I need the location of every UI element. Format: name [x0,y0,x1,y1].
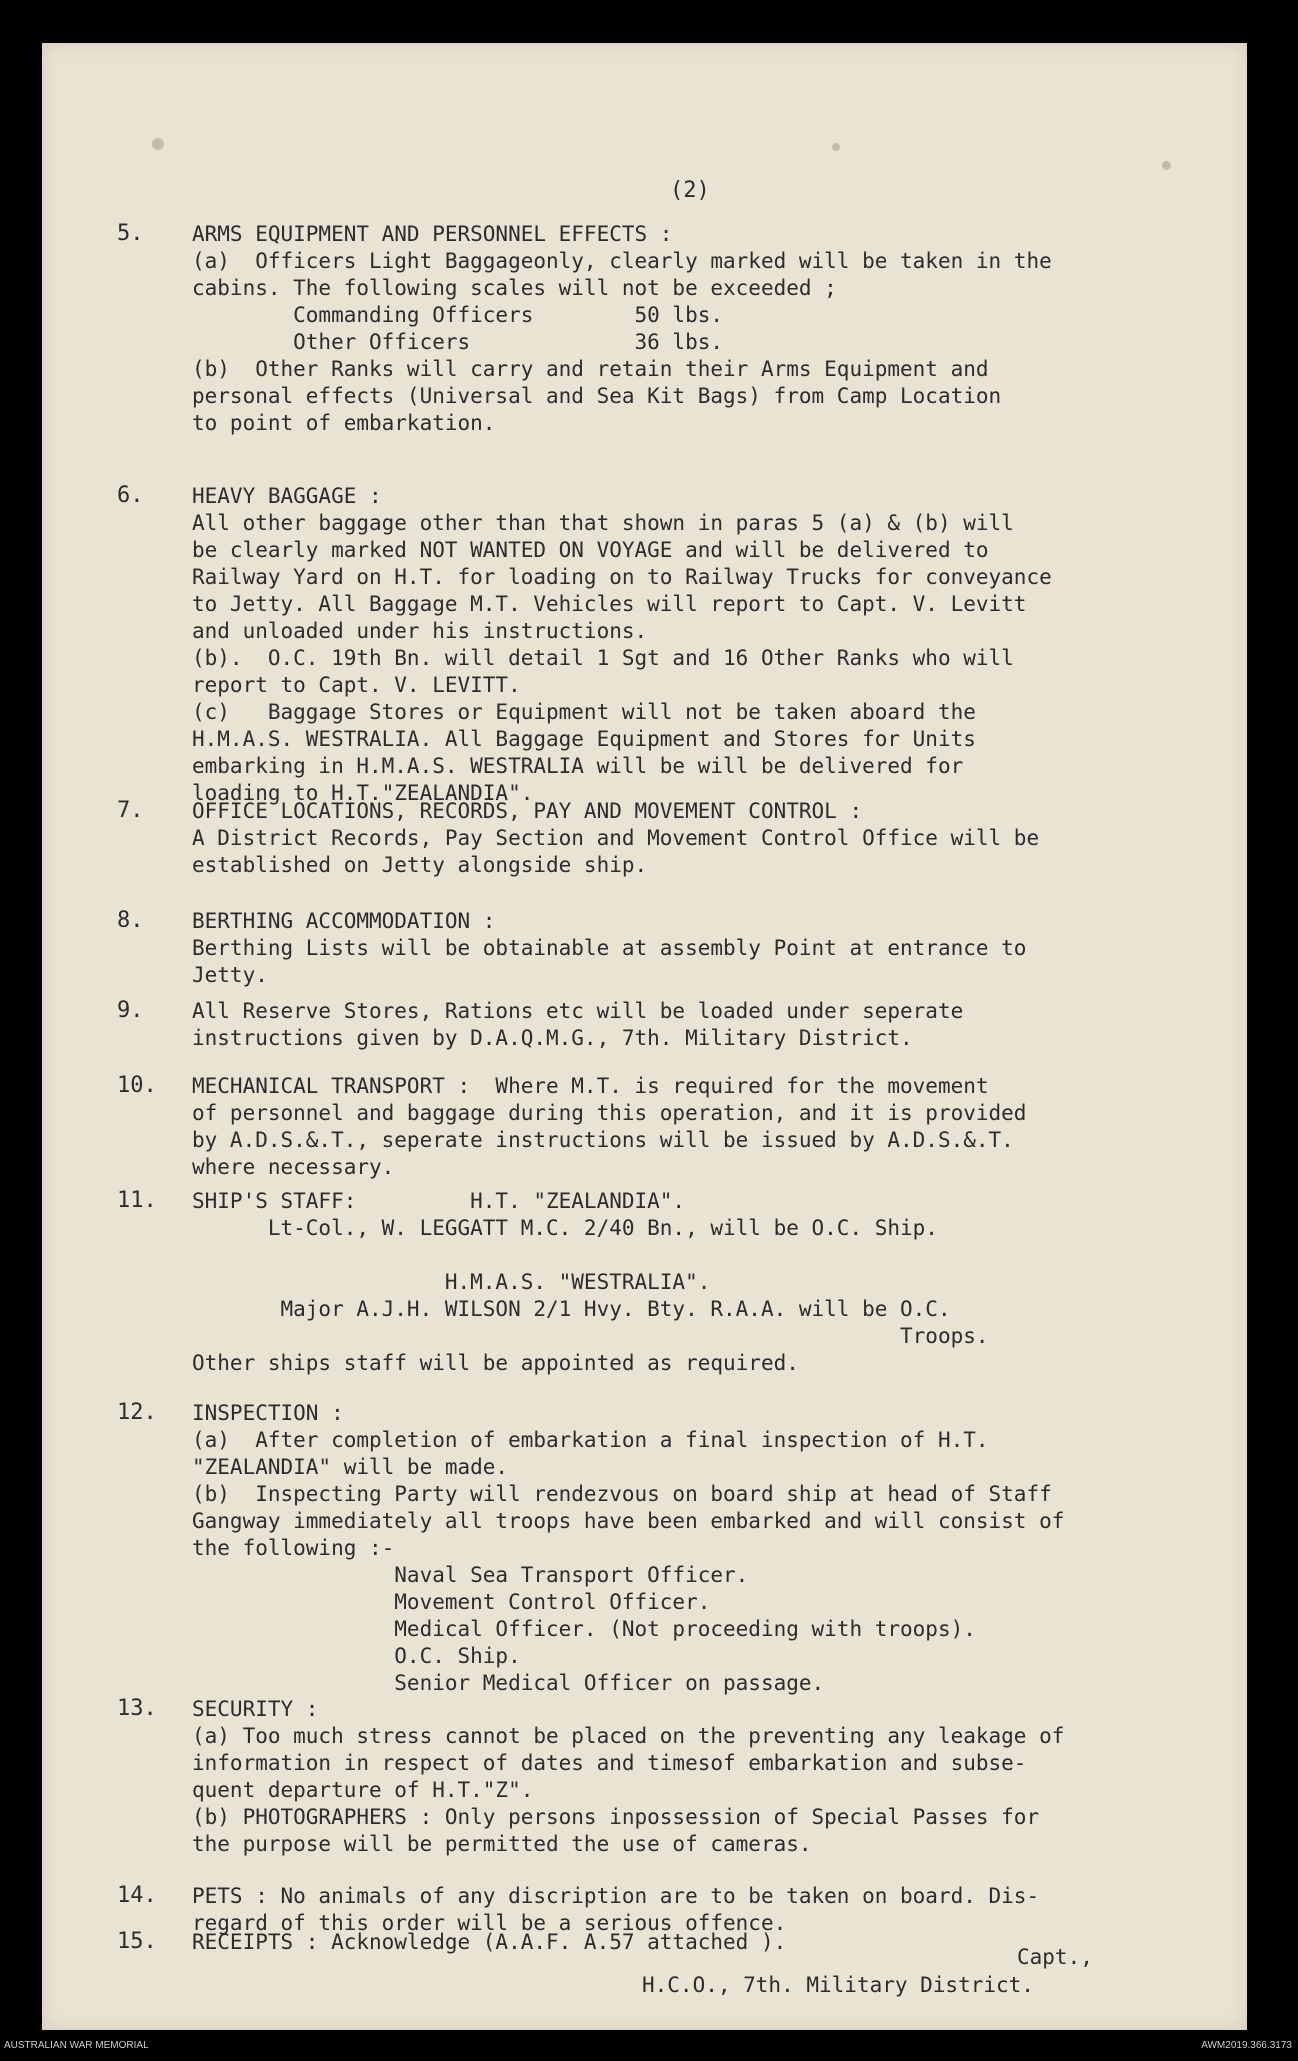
text-line: SHIP'S STAFF: H.T. "ZEALANDIA". [192,1189,686,1213]
text-line: Medical Officer. (Not proceeding with troops). [192,1617,976,1641]
text-line: Other Officers 36 lbs. [192,330,724,354]
text-line: Major A.J.H. WILSON 2/1 Hvy. Bty. R.A.A. will be O.C. [192,1297,951,1321]
page-number: (2) [670,178,710,203]
text-line: to Jetty. All Baggage M.T. Vehicles will report to Capt. V. Levitt [192,592,1027,616]
text-line: quent departure of H.T."Z". [192,1778,534,1802]
text-line: Gangway immediately all troops have been embarked and will consist of [192,1509,1065,1533]
text-line: PETS : No animals of any discription are to be taken on board. Dis- [192,1884,1040,1908]
text-line: H.M.A.S. "WESTRALIA". [192,1270,711,1294]
text-line: information in respect of dates and timesof embarkation and subse- [192,1751,1027,1775]
signature-rank: Capt., [1017,1945,1093,1969]
paper-mark [832,143,840,151]
text-line: INSPECTION : [192,1401,344,1425]
paragraph-number: 12. [117,1400,157,1425]
text-line: Senior Medical Officer on passage. [192,1671,825,1695]
text-line: Commanding Officers 50 lbs. [192,303,724,327]
text-line [192,1242,1212,1269]
paragraph-body [192,998,1212,1052]
text-line: report to Capt. V. LEVITT. [192,673,521,697]
text-line: (c) Baggage Stores or Equipment will not be taken aboard the [192,700,976,724]
paragraph-number: 10. [117,1073,157,1098]
text-line: Troops. [192,1324,989,1348]
paragraph-number: 7. [117,798,144,823]
text-line: OFFICE LOCATIONS, RECORDS, PAY AND MOVEMENT CONTROL : [192,799,863,823]
text-line: where necessary. [192,1155,395,1179]
text-line: and unloaded under his instructions. [192,619,648,643]
paragraph-number: 15. [117,1929,157,1954]
text-line: established on Jetty alongside ship. [192,853,648,877]
text-line: Naval Sea Transport Officer. [192,1563,749,1587]
document-page [42,43,1247,2030]
text-line: All Reserve Stores, Rations etc will be loaded under seperate [192,999,964,1023]
text-line: (a) Too much stress cannot be placed on the preventing any leakage of [192,1724,1065,1748]
paper-mark [1162,161,1171,170]
text-line: "ZEALANDIA" will be made. [192,1455,509,1479]
text-line: Lt-Col., W. LEGGATT M.C. 2/40 Bn., will be O.C. Ship. [192,1216,938,1240]
text-line: SECURITY : [192,1697,319,1721]
text-line: O.C. Ship. [192,1644,521,1668]
paragraph-body [192,798,1212,879]
paragraph-body [192,908,1212,989]
text-line: Other ships staff will be appointed as required. [192,1351,799,1375]
text-line: instructions given by D.A.Q.M.G., 7th. Military District. [192,1026,913,1050]
paragraph-number: 14. [117,1883,157,1908]
text-line: cabins. The following scales will not be exceeded ; [192,276,837,300]
text-line: Railway Yard on H.T. for loading on to Railway Trucks for conveyance [192,565,1052,589]
paragraph-body [192,221,1212,437]
paragraph-body [192,483,1212,807]
footer-accession: AWM2019.366.3173 [1201,2040,1292,2051]
text-line: (a) Officers Light Baggageonly, clearly marked will be taken in the [192,249,1052,273]
text-line: RECEIPTS : Acknowledge (A.A.F. A.57 attached ). [192,1930,787,1954]
text-line: be clearly marked NOT WANTED ON VOYAGE and will be delivered to [192,538,989,562]
text-line: MECHANICAL TRANSPORT : Where M.T. is required for the movement [192,1074,989,1098]
text-line: to point of embarkation. [192,411,496,435]
text-line: regard of this order will be a serious offence. [192,1911,787,1935]
paragraph-body [192,1073,1212,1181]
text-line: of personnel and baggage during this operation, and it is provided [192,1101,1027,1125]
text-line: Movement Control Officer. [192,1590,711,1614]
footer-credit: AUSTRALIAN WAR MEMORIAL [4,2040,149,2051]
text-line: H.M.A.S. WESTRALIA. All Baggage Equipment and Stores for Units [192,727,976,751]
paper-mark [152,138,164,150]
paragraph-number: 6. [117,483,144,508]
text-line: Jetty. [192,963,268,987]
paragraph-number: 13. [117,1696,157,1721]
text-line: ARMS EQUIPMENT AND PERSONNEL EFFECTS : [192,222,673,246]
paragraph-number: 5. [117,221,144,246]
text-line: (b). O.C. 19th Bn. will detail 1 Sgt and 16 Other Ranks who will [192,646,1014,670]
paragraph-body [192,1188,1212,1377]
text-line: embarking in H.M.A.S. WESTRALIA will be will be delivered for [192,754,964,778]
text-line: A District Records, Pay Section and Movement Control Office will be [192,826,1040,850]
text-line: by A.D.S.&.T., seperate instructions will be issued by A.D.S.&.T. [192,1128,1014,1152]
paragraph-body [192,1400,1212,1697]
text-line: (a) After completion of embarkation a final inspection of H.T. [192,1428,989,1452]
paragraph-number: 9. [117,998,144,1023]
text-line: All other baggage other than that shown in paras 5 (a) & (b) will [192,511,1014,535]
text-line: personal effects (Universal and Sea Kit Bags) from Camp Location [192,384,1002,408]
text-line: (b) Other Ranks will carry and retain their Arms Equipment and [192,357,989,381]
paragraph-body [192,1696,1212,1858]
text-line: (b) Inspecting Party will rendezvous on board ship at head of Staff [192,1482,1052,1506]
text-line: (b) PHOTOGRAPHERS : Only persons inpossession of Special Passes for [192,1805,1040,1829]
text-line: HEAVY BAGGAGE : [192,484,382,508]
text-line: Berthing Lists will be obtainable at assembly Point at entrance to [192,936,1027,960]
text-line: the purpose will be permitted the use of cameras. [192,1832,812,1856]
signature-line: H.C.O., 7th. Military District. [642,1973,1034,1997]
paragraph-number: 8. [117,908,144,933]
paragraph-number: 11. [117,1188,157,1213]
text-line: loading to H.T."ZEALANDIA". [192,781,534,805]
text-line: BERTHING ACCOMMODATION : [192,909,496,933]
text-line: the following :- [192,1536,395,1560]
